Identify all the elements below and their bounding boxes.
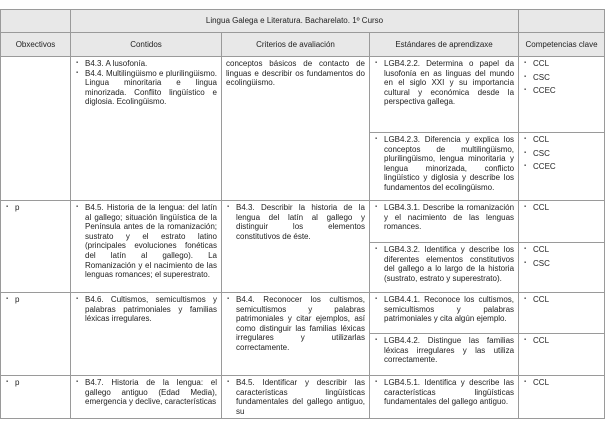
list-item: ▪ CSC: [523, 259, 600, 269]
list-item: ▪ CSC: [523, 149, 600, 159]
list-item: ▪ p: [5, 203, 66, 213]
title-empty-cell: [1, 10, 71, 33]
list-item: ▪ LGB4.2.3. Diferencia y explica los conceptos de multilingüismo, plurilingüismo, lengua minoritaria y lengua minorizada, conflicto lingüístico y diglosia y describe los fundamentos del ecolingüismo.: [374, 135, 514, 193]
list-item: ▪ LGB4.3.1. Describe la romanización y el nacimiento de las lenguas romances.: [374, 203, 514, 232]
row2-estandar0: [370, 293, 519, 334]
curriculum-table: [0, 9, 605, 419]
header-criterios: Criterios de avaliación: [222, 33, 370, 57]
row2-cc1: [519, 334, 605, 376]
row1-estandar1: [370, 243, 519, 293]
row0-objetivos: [1, 57, 71, 201]
list-item: ▪ LGB4.4.1. Reconoce los cultismos, semicultismos y palabras patrimoniales y cita algún ejemplo.: [374, 295, 514, 324]
list-item: ▪ CCL: [523, 336, 600, 346]
header-contenidos: Contidos: [71, 33, 222, 57]
header-estandares: Estándares de aprendizaxe: [370, 33, 519, 57]
list-item: ▪ p: [5, 378, 66, 388]
list-item: ▪ CCL: [523, 135, 600, 145]
row1-criterios: [222, 201, 370, 293]
list-item: ▪ p: [5, 295, 66, 305]
list-item: ▪ LGB4.3.2. Identifica y describe los diferentes elementos constitutivos del gallego a lo largo de la historia (sustrato, estrato y superestrato).: [374, 245, 514, 283]
row3-estandar0: [370, 376, 519, 419]
row3-criterios: [222, 376, 370, 419]
list-item: ▪ CCL: [523, 59, 600, 69]
row2-contenidos: [71, 293, 222, 376]
row1-cc1: [519, 243, 605, 293]
row0-cc1: [519, 133, 605, 201]
row2-estandar1: [370, 334, 519, 376]
row3-objetivos: [1, 376, 71, 419]
title-empty-cell: [519, 10, 605, 33]
list-item: ▪ B4.6. Cultismos, semicultismos y palabras patrimoniales y familias léxicas irregulares.: [75, 295, 217, 324]
list-item: ▪ B4.3. Describir la historia de la lengua del latín al gallego y distinguir los elementos constitutivos de éste.: [226, 203, 365, 241]
header-competencias: Competencias clave: [519, 33, 605, 57]
list-item: ▪ LGB4.4.2. Distingue las familias léxicas irregulares y las utiliza correctamente.: [374, 336, 514, 365]
row1-estandar0: [370, 201, 519, 243]
row0-estandar0: [370, 57, 519, 133]
row2-objetivos: [1, 293, 71, 376]
list-item: ▪ B4.4. Multilingüismo e plurilingüismo. Lingua minoritaria e lingua minorizada. Conflito lingüístico e diglosia. Ecolingüismo.: [75, 69, 217, 107]
list-item: ▪ LGB4.2.2. Determina o papel da lusofonía en as linguas del mundo en el siglo XXI y su importancia cultural y económica desde la perspectiva gallega.: [374, 59, 514, 107]
row0-cc0: [519, 57, 605, 133]
list-item: ▪ B4.5. Identificar y describir las características lingüísticas fundamentales del gallego antiguo, su: [226, 378, 365, 416]
list-item: ▪ CCL: [523, 245, 600, 255]
row2-cc0: [519, 293, 605, 334]
row1-objetivos: [1, 201, 71, 293]
row1-contenidos: [71, 201, 222, 293]
header-objetivos: Obxectivos: [1, 33, 71, 57]
list-item: ▪ B4.7. Historia de la lengua: el gallego antiguo (Edad Media), emergencia y declive, características: [75, 378, 217, 407]
list-item: ▪ B4.3. A lusofonía.: [75, 59, 217, 69]
list-item: ▪ CCEC: [523, 86, 600, 96]
list-item: ▪ CCL: [523, 203, 600, 213]
table-title: Lingua Galega e Literatura. Bacharelato. 1º Curso: [71, 10, 519, 33]
list-item: ▪ B4.5. Historia de la lengua: del latín al gallego; situación lingüística de la Península antes de la romanización; sustrato y el estrato latino (principales evoluciones fonéticas del latín al gallego). La Romanización y el nacimiento de las lenguas romances; el superestrato.: [75, 203, 217, 280]
row2-criterios: [222, 293, 370, 376]
list-item: ▪ CCEC: [523, 162, 600, 172]
list-item: ▪ CCL: [523, 378, 600, 388]
row0-estandar1: [370, 133, 519, 201]
list-item: ▪ CCL: [523, 295, 600, 305]
row0-criterios: conceptos básicos de contacto de linguas e describir os fundamentos do ecolingüismo.: [222, 57, 370, 201]
row3-contenidos: [71, 376, 222, 419]
list-item: ▪ LGB4.5.1. Identifica y describe las características lingüísticas fundamentales del gallego antiguo.: [374, 378, 514, 407]
row0-contenidos: [71, 57, 222, 201]
row1-cc0: [519, 201, 605, 243]
row3-cc0: [519, 376, 605, 419]
list-item: ▪ B4.4. Reconocer los cultismos, semicultismos y palabras patrimoniales y citar ejemplos, así como distinguir las familias léxicas irregulares y utilizarlas correctamente.: [226, 295, 365, 353]
list-item: ▪ CSC: [523, 73, 600, 83]
